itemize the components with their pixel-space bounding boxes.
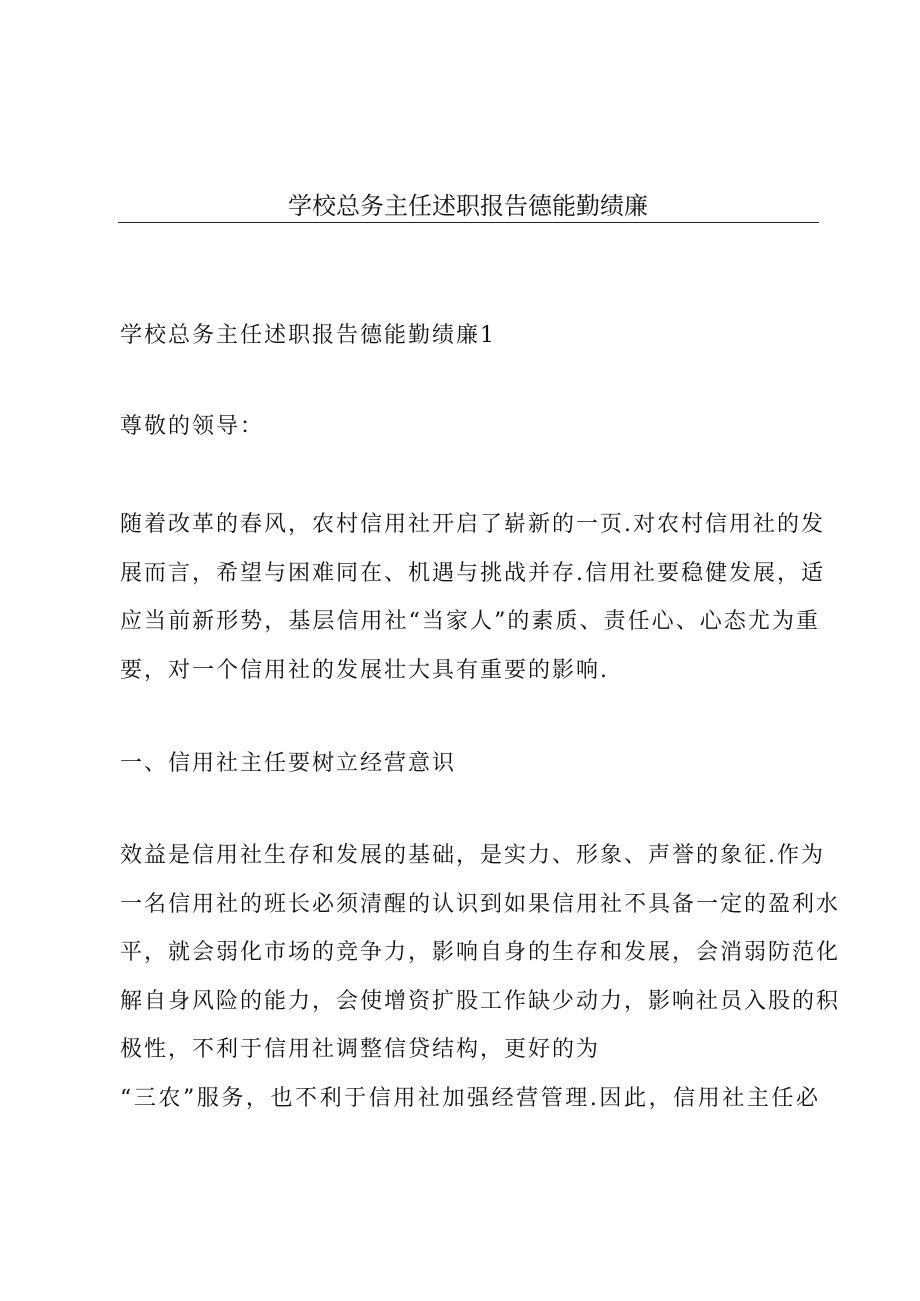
paragraph-line: 一名信用社的班长必须清醒的认识到如果信用社不具备一定的盈利水 [120, 891, 841, 917]
section-1-heading [120, 740, 820, 789]
salutation-text: 尊敬的领导： [120, 414, 265, 439]
paragraph-line: 极性，不利于信用社调整信贷结构，更好的为 [120, 1037, 601, 1063]
paragraph-line: 应当前新形势，基层信用社“当家人”的素质、责任心、心态尤为重 [120, 609, 820, 635]
paragraph-line: 随着改革的春风，农村信用社开启了崭新的一页.对农村信用社的发 [120, 512, 825, 537]
paragraph-line: 效益是信用社生存和发展的基础，是实力、形象、声誉的象征.作为 [120, 843, 825, 868]
document-title: 学校总务主任述职报告德能勤绩廉 [288, 192, 648, 220]
title-underline [118, 222, 819, 223]
heading-text: 学校总务主任述职报告德能勤绩廉1 [120, 323, 496, 348]
paragraph-line: 要，对一个信用社的发展壮大具有重要的影响. [120, 657, 609, 683]
section-1-paragraph [120, 832, 841, 1124]
paragraph-line: “三农”服务，也不利于信用社加强经营管理.因此，信用社主任必 [120, 1085, 820, 1111]
section-1-heading-text: 一、信用社主任要树立经营意识 [120, 751, 457, 776]
salutation [120, 403, 820, 452]
paragraph-line: 平，就会弱化市场的竞争力，影响自身的生存和发展，会消弱防范化 [120, 940, 841, 966]
paragraph-line: 解自身风险的能力，会使增资扩股工作缺少动力，影响社员入股的积 [120, 988, 841, 1014]
section-heading [120, 312, 820, 361]
intro-paragraph [120, 501, 825, 695]
paragraph-line: 展而言，希望与困难同在、机遇与挑战并存.信用社要稳健发展，适 [120, 560, 825, 586]
